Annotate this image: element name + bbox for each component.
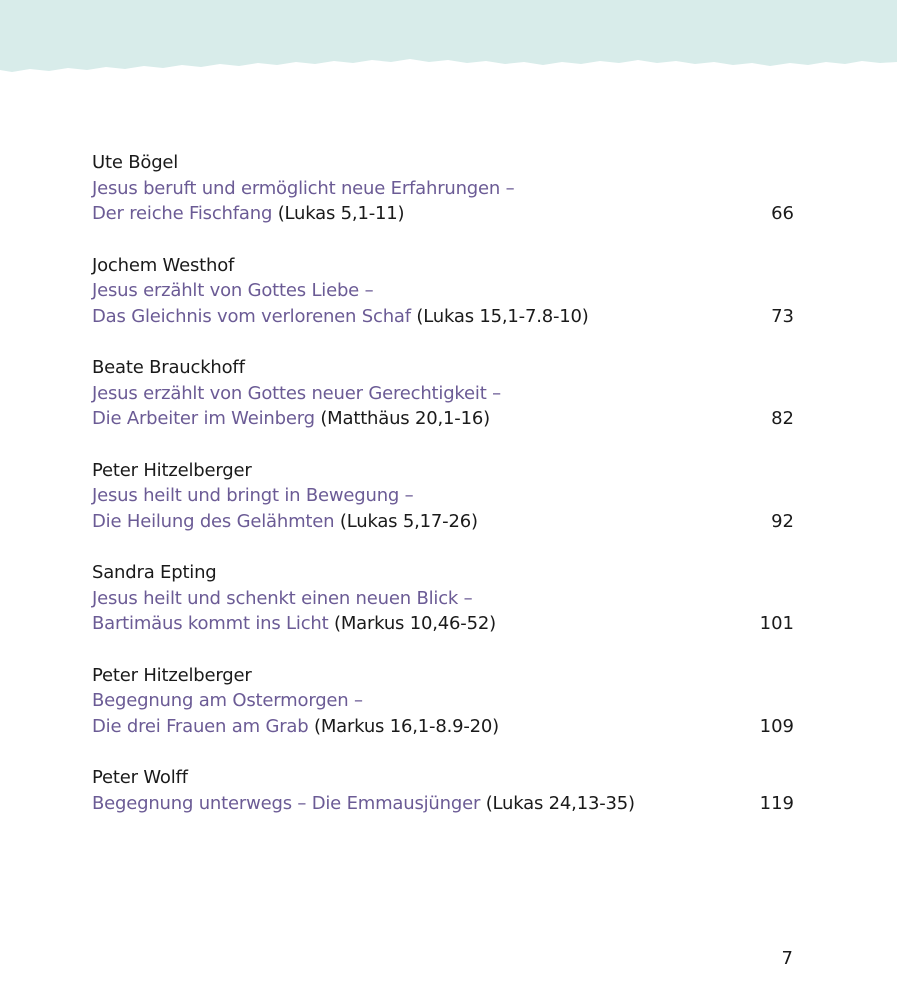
toc-entry (92, 458, 794, 535)
header-band (0, 0, 897, 80)
entry-page: 73 (771, 305, 794, 327)
entry-reference: (Lukas 5,1-11) (277, 203, 405, 224)
entry-title-line2: Die drei Frauen am Grab (92, 715, 309, 737)
entry-author: Sandra Epting (92, 562, 217, 583)
entry-title-line1: Jesus heilt und schenkt einen neuen Blick – (92, 587, 473, 609)
entry-page: 119 (759, 792, 794, 814)
entry-title-line2: Das Gleichnis vom verlorenen Schaf (92, 305, 411, 327)
toc-entry (92, 663, 794, 740)
toc-entry (92, 150, 794, 227)
entry-title-line1: Jesus erzählt von Gottes neuer Gerechtigkeit – (92, 382, 501, 404)
torn-paper-band (0, 0, 897, 80)
entry-author: Beate Brauckhoff (92, 357, 245, 378)
entry-reference: (Markus 16,1-8.9-20) (314, 715, 499, 737)
entry-author: Peter Hitzelberger (92, 459, 252, 481)
entry-title-line1: Jesus erzählt von Gottes Liebe – (92, 280, 374, 301)
entry-reference: (Matthäus 20,1-16) (320, 408, 490, 429)
entry-reference: (Lukas 24,13-35) (485, 792, 635, 814)
entry-reference: (Markus 10,46-52) (334, 613, 496, 634)
toc-entry (92, 355, 794, 432)
entry-title-line2-row (92, 304, 794, 330)
entry-title-line1: Begegnung unterwegs – Die Emmausjünger (92, 792, 481, 814)
entry-title-line2-row (92, 611, 794, 637)
page-number: 7 (781, 948, 793, 969)
entry-title-line2: Die Arbeiter im Weinberg (92, 408, 315, 429)
entry-reference: (Lukas 15,1-7.8-10) (416, 305, 589, 327)
entry-page: 109 (759, 715, 794, 737)
entry-title-line2-row (92, 714, 794, 740)
toc-entry (92, 560, 794, 637)
entry-page: 101 (759, 613, 794, 634)
entry-author: Jochem Westhof (92, 254, 235, 276)
entry-author: Ute Bögel (92, 152, 179, 173)
entry-author: Peter Wolff (92, 767, 188, 788)
entry-title-line2-row (92, 406, 794, 432)
table-of-contents (92, 150, 794, 842)
entry-page: 82 (771, 408, 794, 429)
entry-title-line2: Der reiche Fischfang (92, 203, 273, 224)
entry-title-line1: Begegnung am Ostermorgen – (92, 690, 363, 711)
entry-page: 92 (771, 510, 794, 532)
toc-entry (92, 765, 794, 816)
entry-author: Peter Hitzelberger (92, 664, 252, 686)
entry-title-line2-row (92, 201, 794, 227)
entry-title-line2: Bartimäus kommt ins Licht (92, 613, 329, 634)
entry-reference: (Lukas 5,17-26) (339, 510, 478, 532)
entry-title-line1: Jesus beruft und ermöglicht neue Erfahrungen – (92, 177, 515, 199)
entry-page: 66 (771, 203, 794, 224)
entry-title-line1: Jesus heilt und bringt in Bewegung – (92, 485, 414, 506)
entry-title-line2: Die Heilung des Gelähmten (92, 510, 335, 532)
toc-entry (92, 253, 794, 330)
entry-title-line2-row (92, 509, 794, 535)
entry-title-line1-row (92, 791, 794, 817)
